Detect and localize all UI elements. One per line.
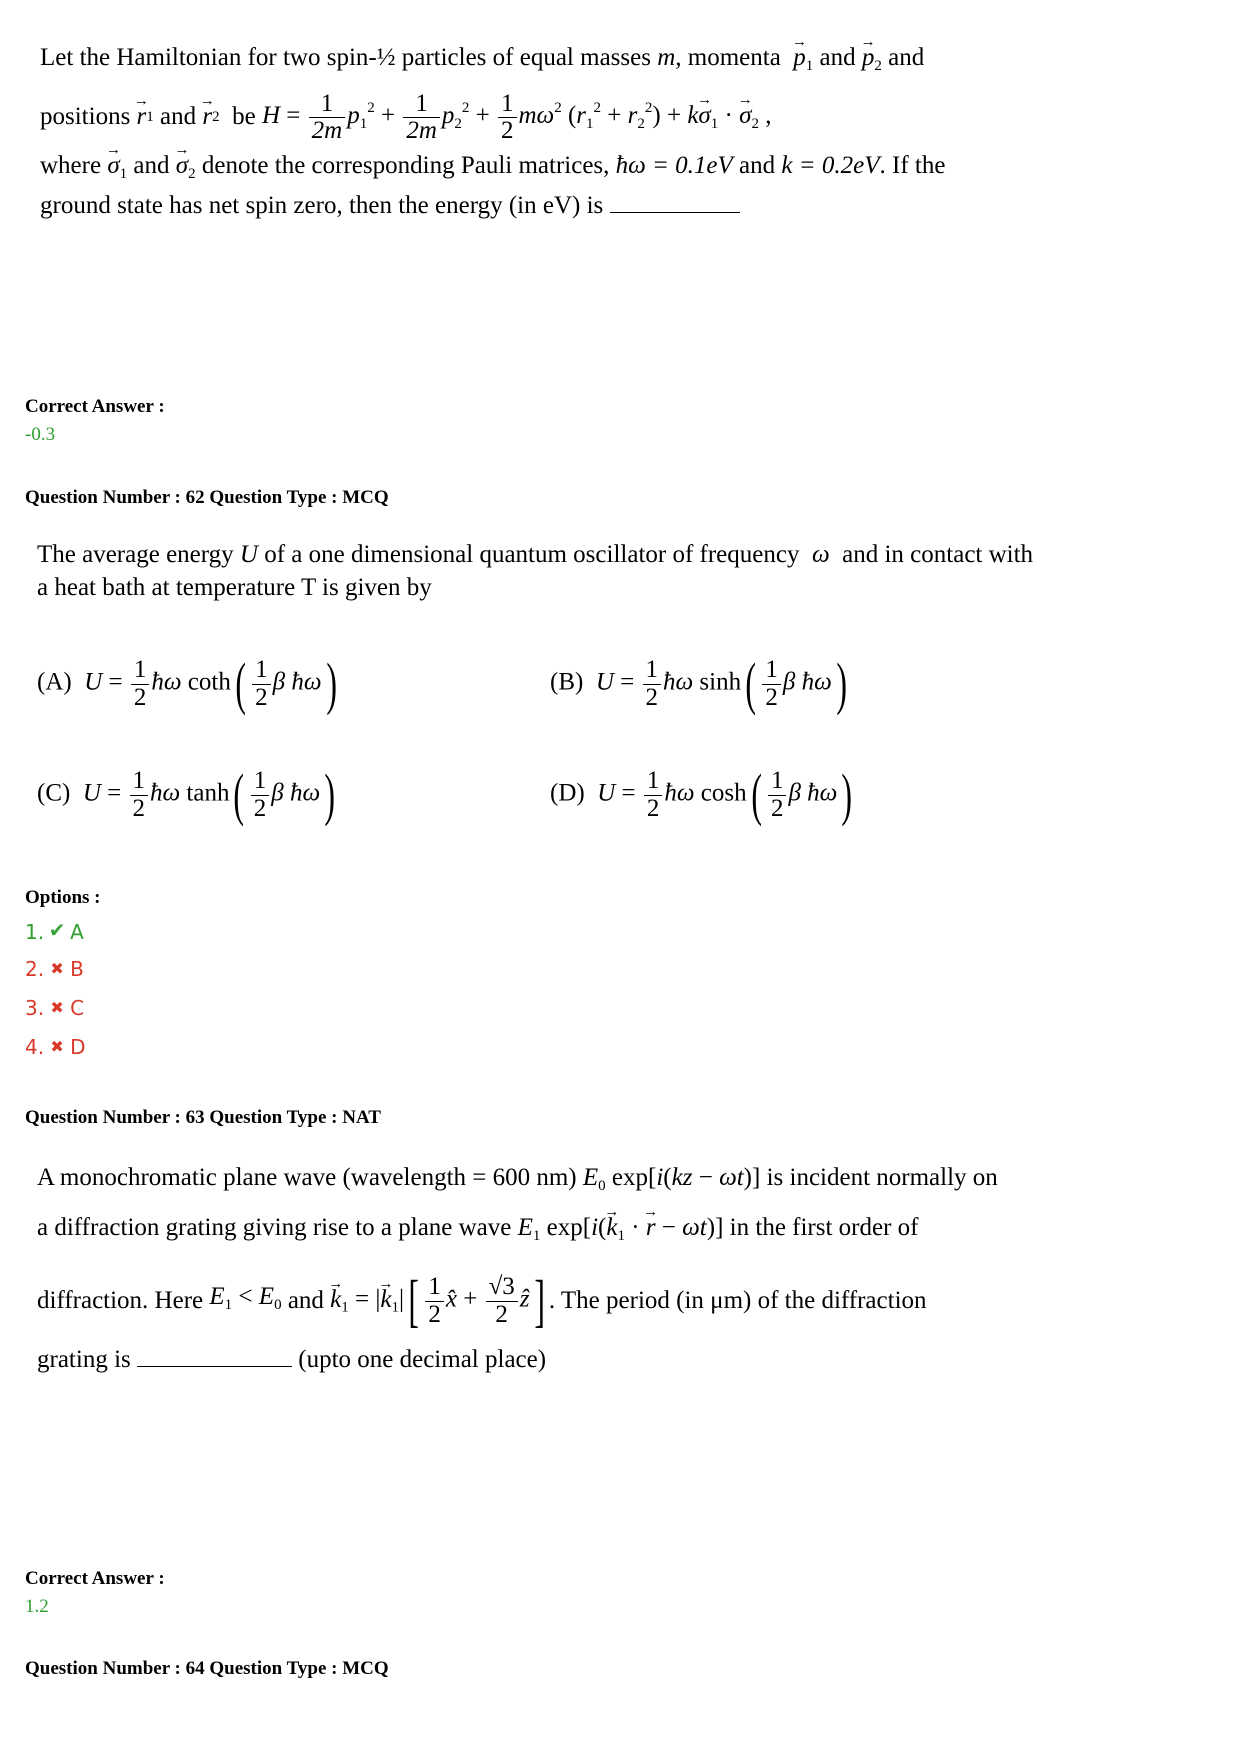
q61-answer-label: Correct Answer : [25, 396, 165, 417]
q62-header: Question Number : 62 Question Type : MCQ [25, 487, 389, 508]
option-1[interactable]: 1. ✔ A [25, 918, 84, 944]
q63-statement: A monochromatic plane wave (wavelength = 600 nm) $E_0$ exp[i(kz − ωt)] is incident normally on a diffraction grating giving rise to a plane wave $E_1$ $\exp[i(\to k_1$ · → r − ωt)] in the first order of diffraction. Here $E_1 < E_0$ and → $k_1$ = |→ $k_1|$[ $\frac{1}{2}$ x̂ + $\frac{√3}{2}$ ẑ] . The period (in μm) of the diffraction grating is (upto one decimal place) [37, 1160, 1137, 1378]
cross-icon: ✖ [50, 1037, 64, 1056]
q63-answer-label: Correct Answer : [25, 1568, 165, 1589]
answer-blank [610, 212, 740, 213]
options-label: Options : [25, 887, 101, 908]
option-3[interactable]: 3. ✖ C [25, 996, 85, 1020]
q61-statement [40, 40, 1120, 224]
option-4[interactable]: 4. ✖ D [25, 1035, 86, 1059]
q63-header: Question Number : 63 Question Type : NAT [25, 1107, 381, 1128]
q61-line4: ground state has net spin zero, then the energy (in eV) is [40, 188, 1120, 224]
choice-b: (B) U = $\frac{1}{2}$ ħω sinh( $\frac{1}{2}$ β ħω) [550, 651, 847, 716]
q61-line1: Let the Hamiltonian for two spin-½ particles of equal masses m, momenta → $p_1$ and → $p_2$ and [40, 40, 1120, 86]
check-icon: ✔ [48, 918, 66, 942]
choice-d: (D) U = $\frac{1}{2}$ ħω cosh( $\frac{1}{2}$ β ħω) [550, 762, 853, 827]
q61-line2: positions → r 1 and → r 2 be H = $\frac{1}{2m}$ $p_1^2$ + $\frac{1}{2m}$ $p_2^2$ + $\frac{1}{2}$ $m\omega^2$ $(r_1^2 + r_2^2) + k\to \sigma_1$ · → $\sigma_2$ , [40, 86, 1120, 148]
q63-answer-value: 1.2 [25, 1596, 49, 1617]
choice-c: (C) U = $\frac{1}{2}$ ħω tanh( $\frac{1}{2}$ β ħω) [37, 762, 336, 827]
answer-blank [137, 1366, 292, 1367]
cross-icon: ✖ [50, 998, 64, 1017]
q61-line3: where → $\sigma_1$ and → $\sigma_2$ denote the corresponding Pauli matrices, ħω = 0.1eV and k = 0.2eV. If the [40, 148, 1120, 188]
q64-header: Question Number : 64 Question Type : MCQ [25, 1658, 389, 1679]
cross-icon: ✖ [50, 959, 64, 978]
q61-answer-value: -0.3 [25, 424, 56, 445]
q62-statement: The average energy U of a one dimensional quantum oscillator of frequency ω and in contact with a heat bath at temperature T is given by [37, 541, 1034, 601]
hamiltonian-equation: H = $\frac{1}{2m}$ $p_1^2$ + $\frac{1}{2m}$ $p_2^2$ + $\frac{1}{2}$ $m\omega^2$ $(r_1^2 + r_2^2) + k\to \sigma_1$ · → $\sigma_2$ , [262, 90, 771, 144]
option-2[interactable]: 2. ✖ B [25, 957, 84, 981]
choice-a: (A) U = $\frac{1}{2}$ ħω coth( $\frac{1}{2}$ β ħω) [37, 651, 337, 716]
